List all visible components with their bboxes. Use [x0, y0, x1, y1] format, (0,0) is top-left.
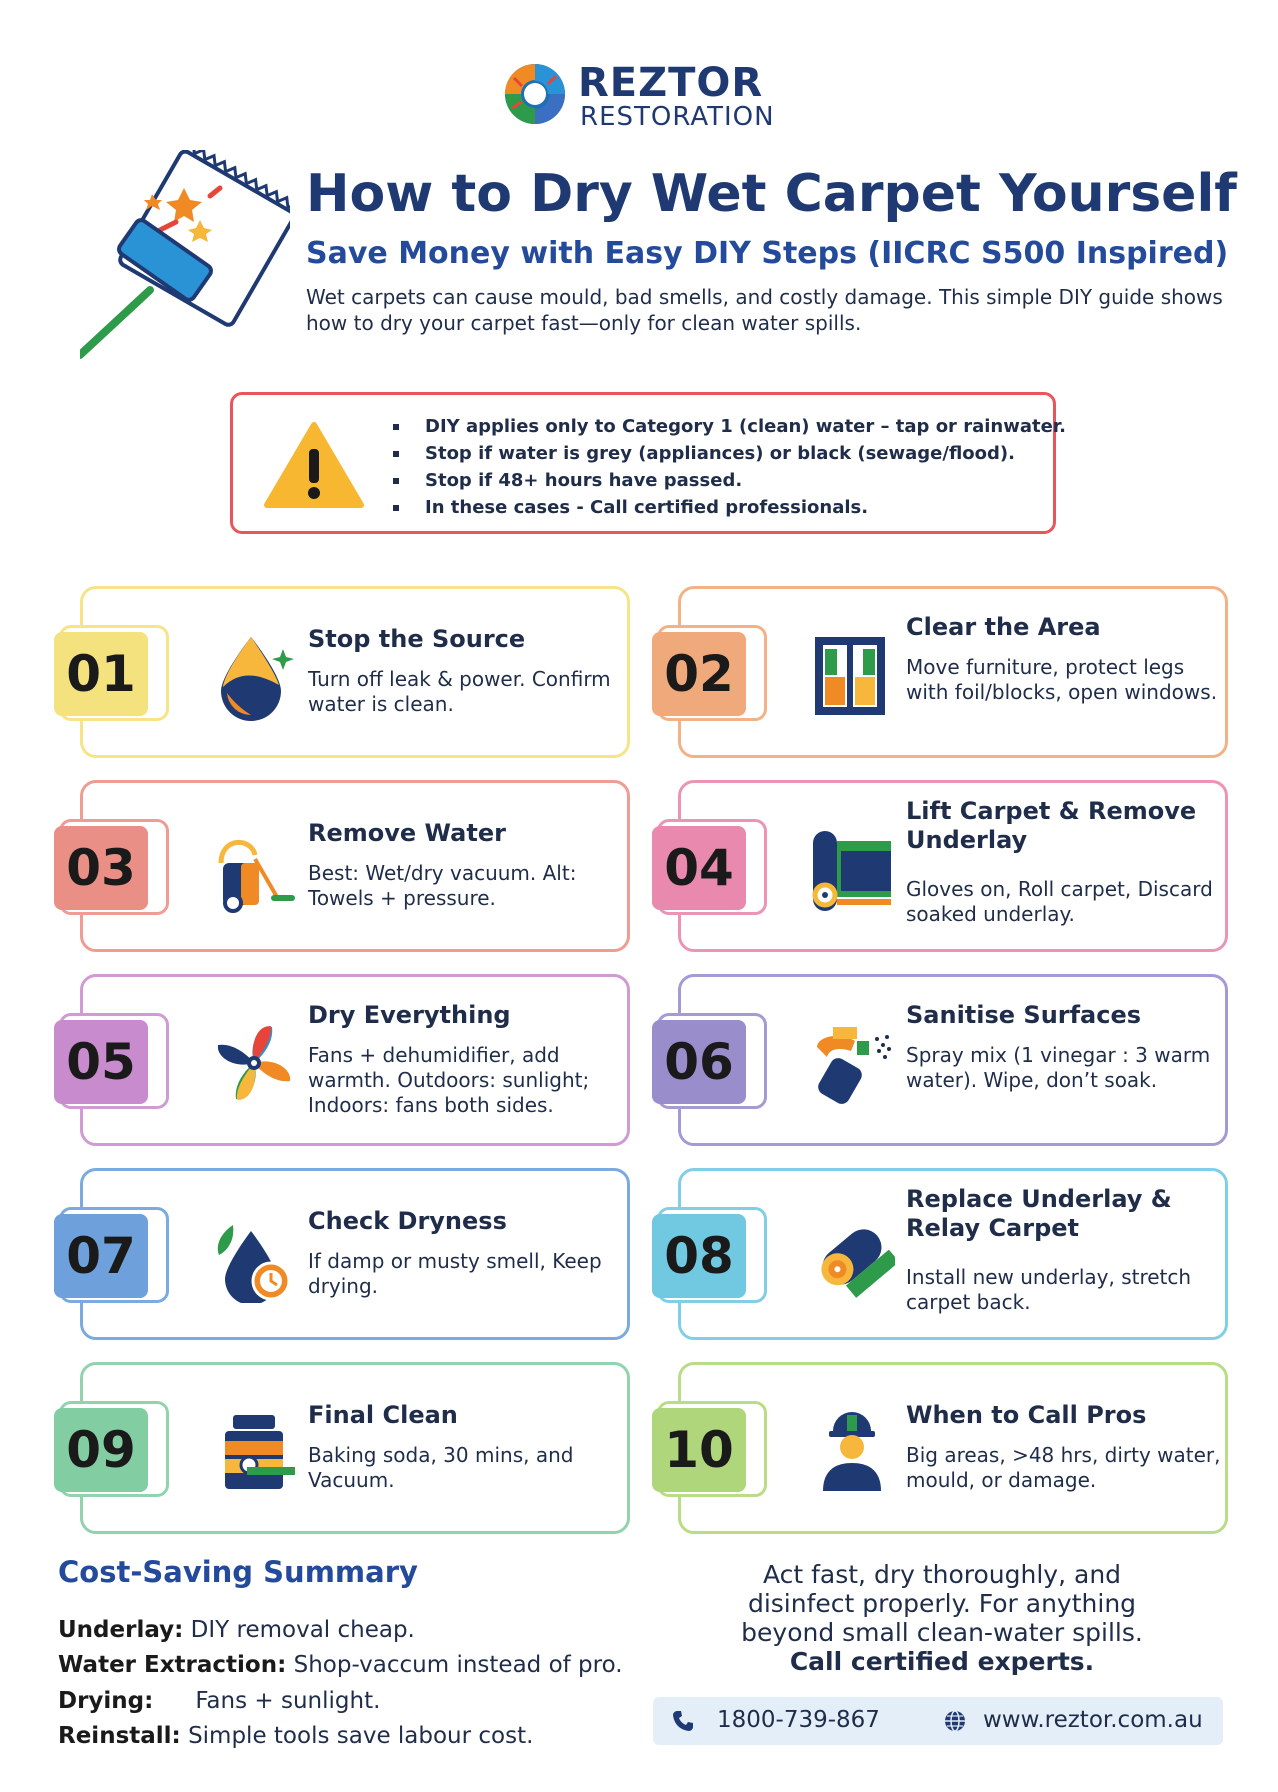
summary-label: Underlay: — [58, 1617, 184, 1643]
step-title: Sanitise Surfaces — [906, 1001, 1142, 1029]
warning-item: Stop if water is grey (appliances) or black (sewage/flood). — [393, 440, 1066, 467]
fan-icon — [211, 1017, 297, 1109]
step-body: Best: Wet/dry vacuum. Alt: Towels + pressure. — [308, 861, 577, 910]
carpet-brush-icon — [80, 150, 290, 360]
summary-label: Drying: — [58, 1688, 154, 1714]
step-body: Turn off leak & power. Confirm water is clean. — [308, 667, 611, 716]
summary-title: Cost-Saving Summary — [58, 1555, 418, 1589]
page-subtitle: Save Money with Easy DIY Steps (IICRC S500 Inspired) — [306, 236, 1229, 271]
intro-text: Wet carpets can cause mould, bad smells, and costly damage. This simple DIY guide shows how to dry your carpet fast—only for clean water spills. — [306, 285, 1223, 335]
step-title: Clear the Area — [906, 613, 1101, 641]
window-icon — [809, 629, 895, 721]
carpet-roll-icon — [809, 823, 895, 915]
summary-value: Simple tools save labour cost. — [188, 1723, 534, 1749]
summary-row — [58, 1723, 533, 1749]
closing-text: Act fast, dry thoroughly, and disinfect properly. For anything beyond small clean-water spills. — [741, 1560, 1143, 1647]
summary-label: Water Extraction: — [58, 1652, 287, 1678]
step-card-10 — [664, 1362, 1228, 1534]
step-card-02 — [664, 586, 1228, 758]
globe-icon — [943, 1709, 967, 1733]
page-title: How to Dry Wet Carpet Yourself — [306, 164, 1237, 224]
water-drop-icon — [211, 629, 297, 721]
step-card-01 — [66, 586, 630, 758]
worker-hardhat-icon — [809, 1405, 895, 1497]
step-number: 01 — [54, 632, 148, 716]
closing-cta: Call certified experts. — [789, 1647, 1095, 1676]
step-number-frame — [657, 625, 767, 721]
step-number: 03 — [54, 826, 148, 910]
step-number-frame — [59, 1207, 169, 1303]
warning-triangle-icon — [263, 421, 365, 509]
step-body: Gloves on, Roll carpet, Discard soaked underlay. — [906, 877, 1213, 926]
step-number-frame — [59, 1013, 169, 1109]
step-body: Fans + dehumidifier, add warmth. Outdoors: sunlight; Indoors: fans both sides. — [308, 1043, 590, 1117]
warning-box — [230, 392, 1066, 534]
step-number: 02 — [652, 632, 746, 716]
step-number-frame — [657, 1401, 767, 1497]
step-title: Final Clean — [308, 1401, 458, 1429]
summary-value: Shop-vaccum instead of pro. — [293, 1652, 623, 1678]
step-card-07 — [66, 1168, 630, 1340]
step-card-04 — [664, 780, 1228, 952]
step-number-frame — [59, 625, 169, 721]
phone-link[interactable]: 1800-739-867 — [717, 1707, 880, 1733]
step-number: 10 — [652, 1408, 746, 1492]
vacuum-icon — [211, 823, 297, 915]
step-body: Big areas, >48 hrs, dirty water, mould, or damage. — [906, 1443, 1221, 1492]
baking-soda-jar-icon — [211, 1405, 297, 1497]
step-number: 09 — [54, 1408, 148, 1492]
warning-list — [393, 413, 1066, 521]
summary-row — [58, 1617, 415, 1643]
summary-row — [58, 1652, 623, 1678]
website-link[interactable]: www.reztor.com.au — [983, 1707, 1203, 1733]
swirl-logo-icon — [500, 58, 570, 130]
step-number-frame — [657, 819, 767, 915]
step-title: Dry Everything — [308, 1001, 511, 1029]
brand-logo — [500, 58, 800, 138]
step-body: If damp or musty smell, Keep drying. — [308, 1249, 602, 1298]
spray-bottle-icon — [809, 1017, 895, 1109]
step-number-frame — [59, 1401, 169, 1497]
step-number-frame — [657, 1207, 767, 1303]
warning-item: Stop if 48+ hours have passed. — [393, 467, 1066, 494]
step-number: 04 — [652, 826, 746, 910]
step-title: Check Dryness — [308, 1207, 507, 1235]
summary-value: DIY removal cheap. — [190, 1617, 415, 1643]
step-card-05 — [66, 974, 630, 1146]
step-title: When to Call Pros — [906, 1401, 1147, 1429]
summary-row — [58, 1688, 380, 1714]
contact-bar — [653, 1697, 1223, 1745]
warning-item: DIY applies only to Category 1 (clean) water – tap or rainwater. — [393, 413, 1066, 440]
brand-subname: RESTORATION — [580, 102, 775, 132]
step-number: 08 — [652, 1214, 746, 1298]
step-number-frame — [657, 1013, 767, 1109]
warning-item: In these cases - Call certified professionals. — [393, 494, 1066, 521]
step-title: Replace Underlay & Relay Carpet — [906, 1185, 1172, 1242]
summary-label: Reinstall: — [58, 1723, 181, 1749]
step-number: 06 — [652, 1020, 746, 1104]
step-body: Install new underlay, stretch carpet back. — [906, 1265, 1192, 1314]
rolled-carpet-icon — [809, 1211, 895, 1303]
phone-icon — [671, 1709, 695, 1733]
step-number: 05 — [54, 1020, 148, 1104]
closing-message — [712, 1560, 1172, 1676]
step-number-frame — [59, 819, 169, 915]
step-number: 07 — [54, 1214, 148, 1298]
step-card-08 — [664, 1168, 1228, 1340]
brand-name: REZTOR — [578, 60, 764, 106]
step-card-03 — [66, 780, 630, 952]
drop-timer-icon — [211, 1211, 297, 1303]
step-title: Lift Carpet & Remove Underlay — [906, 797, 1197, 854]
step-title: Stop the Source — [308, 625, 526, 653]
step-card-09 — [66, 1362, 630, 1534]
step-body: Spray mix (1 vinegar : 3 warm water). Wipe, don’t soak. — [906, 1043, 1211, 1092]
step-card-06 — [664, 974, 1228, 1146]
step-body: Baking soda, 30 mins, and Vacuum. — [308, 1443, 574, 1492]
step-body: Move furniture, protect legs with foil/blocks, open windows. — [906, 655, 1218, 704]
summary-value: Fans + sunlight. — [195, 1688, 381, 1714]
step-title: Remove Water — [308, 819, 506, 847]
